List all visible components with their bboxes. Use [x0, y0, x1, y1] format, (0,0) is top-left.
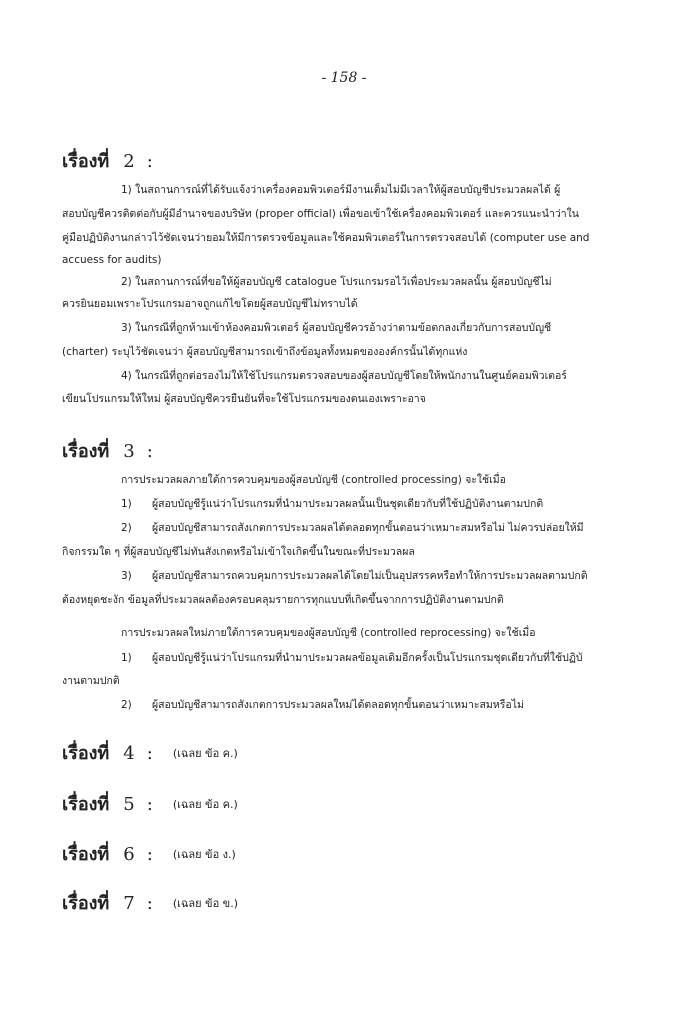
section-2-heading [62, 146, 153, 175]
section-7-heading [62, 888, 238, 917]
item-number: 1) [121, 498, 132, 510]
section-label: เรื่องที่ [62, 441, 110, 462]
intro-line: การประมวลผลภายใต้การควบคุมของผู้สอบบัญชี (controlled processing) จะใช้เมื่อ [121, 474, 506, 486]
section-3-heading [62, 436, 153, 465]
item-number: 2) [121, 699, 132, 711]
section-number: 7 [123, 893, 135, 914]
section-colon: : [146, 794, 153, 815]
paragraph-line: 4) ในกรณีที่ถูกต่อรองไม่ให้ใช้โปรแกรมตรวจสอบของผู้สอบบัญชีโดยให้พนักงานในศูนย์คอมพิวเตอร์ [121, 370, 567, 382]
section-label: เรื่องที่ [62, 794, 110, 815]
paragraph-line: (charter) ระบุไว้ชัดเจนว่า ผู้สอบบัญชีสามารถเข้าถึงข้อมูลทั้งหมดขององค์กรนั้นได้ทุกแห่ง [62, 346, 468, 358]
item-text: ผู้สอบบัญชีสามารถควบคุมการประมวลผลได้โดยไม่เป็นอุปสรรคหรือทำให้การประมวลผลตามปกติ [152, 570, 588, 582]
paragraph-line: accuess for audits) [62, 254, 162, 266]
item-continuation: ต้องหยุดชะงัก ข้อมูลที่ประมวลผลต้องครอบคลุมรายการทุกแบบที่เกิดขึ้นจากการปฏิบัติงานตามปกติ [62, 594, 504, 606]
answer-text: (เฉลย ข้อ ง.) [172, 848, 236, 861]
answer-text: (เฉลย ข้อ ค.) [172, 798, 238, 811]
section-4-heading [62, 738, 238, 767]
paragraph-line: 1) ในสถานการณ์ที่ได้รับแจ้งว่าเครื่องคอมพิวเตอร์มีงานเต็มไม่มีเวลาให้ผู้สอบบัญชีประมวลผลได้ ผู้ [121, 184, 561, 196]
section-colon: : [146, 441, 153, 462]
section-colon: : [146, 743, 153, 764]
item-number: 3) [121, 570, 132, 582]
section-number: 4 [123, 743, 135, 764]
section-number: 3 [123, 441, 135, 462]
intro-line: การประมวลผลใหม่ภายใต้การควบคุมของผู้สอบบัญชี (controlled reprocessing) จะใช้เมื่อ [121, 627, 536, 639]
paragraph-line: 2) ในสถานการณ์ที่ขอให้ผู้สอบบัญชี catalogue โปรแกรมรอไว้เพื่อประมวลผลนั้น ผู้สอบบัญชีไม่ [121, 276, 552, 288]
item-continuation: กิจกรรมใด ๆ ที่ผู้สอบบัญชีไม่ทันสังเกตหรือไม่เข้าใจเกิดขึ้นในขณะที่ประมวลผล [62, 546, 415, 558]
item-text: ผู้สอบบัญชีรู้แน่ว่าโปรแกรมที่นำมาประมวลผลข้อมูลเดิมอีกครั้งเป็นโปรแกรมชุดเดียวกับที่ใช้ปฏิบั [152, 652, 583, 664]
section-colon: : [146, 151, 153, 172]
item-text: ผู้สอบบัญชีรู้แน่ว่าโปรแกรมที่นำมาประมวลผลนั้นเป็นชุดเดียวกับที่ใช้ปฏิบัติงานตามปกติ [152, 498, 544, 510]
paragraph-line: คู่มือปฏิบัติงานกล่าวไว้ชัดเจนว่ายอมให้มีการตรวจข้อมูลและใช้คอมพิวเตอร์ในการตรวจสอบได้ (computer use and [62, 232, 590, 244]
section-number: 5 [123, 794, 135, 815]
item-text: ผู้สอบบัญชีสามารถสังเกตการประมวลผลได้ตลอดทุกขั้นตอนว่าเหมาะสมหรือไม่ ไม่ควรปล่อยให้มี [152, 522, 584, 534]
paragraph-line: ควรยินยอมเพราะโปรแกรมอาจถูกแก้ไขโดยผู้สอบบัญชีไม่ทราบได้ [62, 298, 358, 310]
paragraph-line: เขียนโปรแกรมให้ใหม่ ผู้สอบบัญชีควรยืนยันที่จะใช้โปรแกรมของตนเองเพราะอาจ [62, 393, 426, 405]
answer-text: (เฉลย ข้อ ค.) [172, 747, 238, 760]
section-6-heading [62, 839, 236, 868]
section-label: เรื่องที่ [62, 151, 110, 172]
item-number: 1) [121, 652, 132, 664]
paragraph-line: สอบบัญชีควรติดต่อกับผู้มีอำนาจของบริษัท (proper official) เพื่อขอเข้าใช้เครื่องคอมพิวเตอร์ และควรแนะนำว่าใน [62, 208, 579, 220]
item-number: 2) [121, 522, 132, 534]
answer-text: (เฉลย ข้อ ข.) [172, 897, 238, 910]
section-label: เรื่องที่ [62, 893, 110, 914]
section-5-heading [62, 789, 238, 818]
item-text: ผู้สอบบัญชีสามารถสังเกตการประมวลผลใหม่ได้ตลอดทุกขั้นตอนว่าเหมาะสมหรือไม่ [152, 699, 524, 711]
page-number: - 158 - [321, 70, 367, 86]
paragraph-line: 3) ในกรณีที่ถูกห้ามเข้าห้องคอมพิวเตอร์ ผู้สอบบัญชีควรอ้างว่าตามข้อตกลงเกี่ยวกับการสอบบัญชี [121, 322, 552, 334]
section-colon: : [146, 844, 153, 865]
section-number: 2 [123, 151, 135, 172]
section-label: เรื่องที่ [62, 743, 110, 764]
section-colon: : [146, 893, 153, 914]
section-label: เรื่องที่ [62, 844, 110, 865]
section-number: 6 [123, 844, 135, 865]
item-continuation: งานตามปกติ [62, 675, 120, 687]
